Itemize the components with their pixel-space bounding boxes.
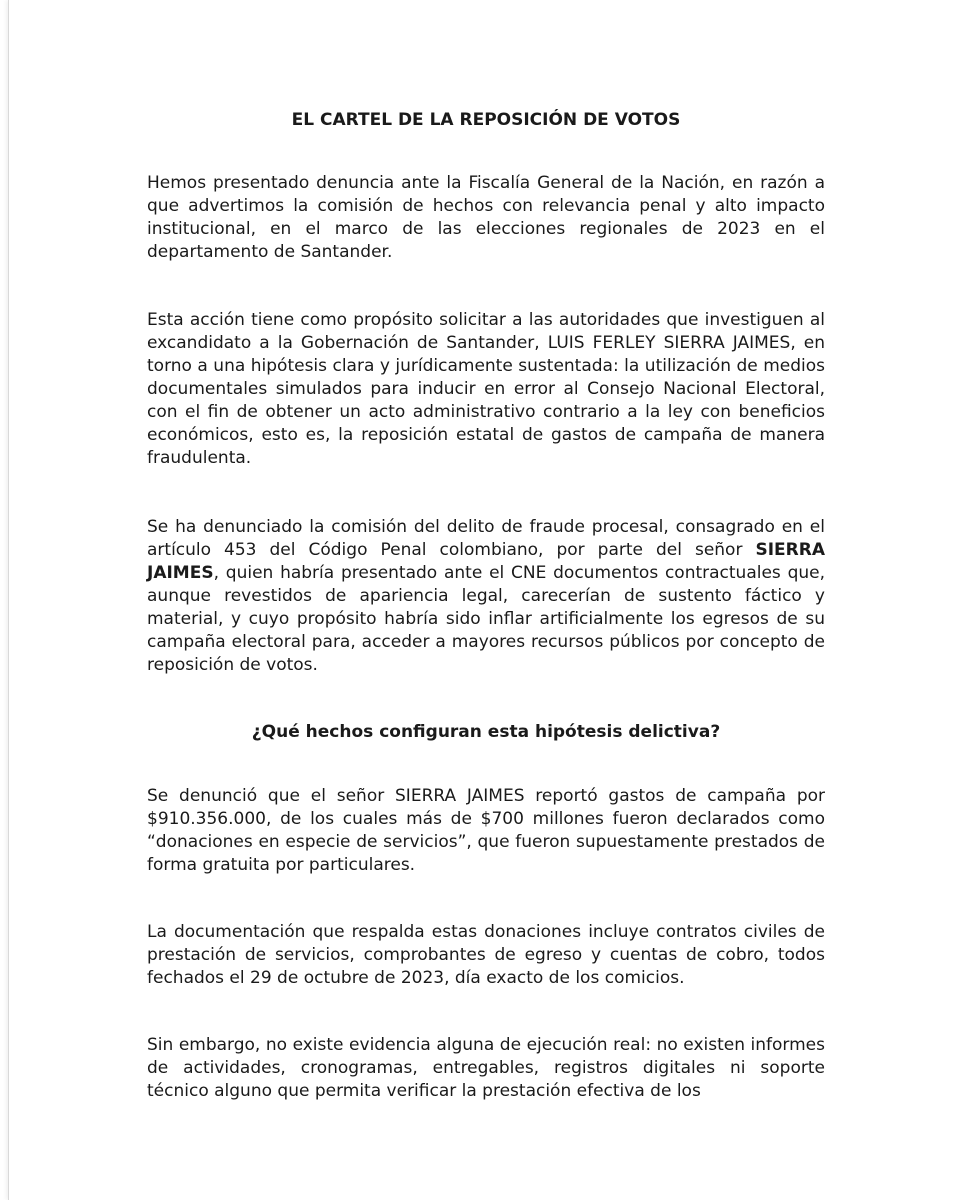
paragraph-3-bold-name: SIERRA JAIMES bbox=[147, 540, 825, 583]
paragraph-5: La documentación que respalda estas donaciones incluye contratos civiles de prestación de servicios, comprobantes de egreso y cuentas de cobro, todos fechados el 29 de octubre de 2023, día exacto de los comicios. bbox=[147, 922, 825, 988]
paragraph-3-intro: Se ha denunciado la comisión del delito de fraude procesal, consagrado en el artículo 453 del Código Penal colombiano, por parte del señor bbox=[147, 517, 825, 560]
document-body bbox=[147, 104, 825, 1103]
document-page bbox=[8, 0, 953, 1200]
paragraph-2: Esta acción tiene como propósito solicitar a las autoridades que investiguen al excandidato a la Gobernación de Santander, LUIS FERLEY SIERRA JAIMES, en torno a una hipótesis clara y jurídicamente sustentada: la utilización de medios documentales simulados para inducir en error al Consejo Nacional Electoral, con el fin de obtener un acto administrativo contrario a la ley con beneficios económicos, esto es, la reposición estatal de gastos de campaña de manera fraudulenta. bbox=[147, 310, 825, 468]
paragraph-3-rest: , quien habría presentado ante el CNE documentos contractuales que, aunque revestidos de apariencia legal, carecerían de sustento fáctico y material, y cuyo propósito habría sido inflar artificialmente los egresos de su campaña electoral para, acceder a mayores recursos públicos por concepto de reposición de votos. bbox=[147, 563, 825, 675]
paragraph-4: Se denunció que el señor SIERRA JAIMES reportó gastos de campaña por $910.356.000, de los cuales más de $700 millones fueron declarados como “donaciones en especie de servicios”, que fueron supuestamente prestados de forma gratuita por particulares. bbox=[147, 786, 825, 875]
paragraph-3 bbox=[147, 516, 825, 677]
paragraph-6: Sin embargo, no existe evidencia alguna de ejecución real: no existen informes de actividades, cronogramas, entregables, registros digitales ni soporte técnico alguno que permita verificar la prestación efectiva de los bbox=[147, 1035, 825, 1101]
document-title: EL CARTEL DE LA REPOSICIÓN DE VOTOS bbox=[291, 110, 681, 130]
paragraph-1: Hemos presentado denuncia ante la Fiscalía General de la Nación, en razón a que advertimos la comisión de hechos con relevancia penal y alto impacto institucional, en el marco de las elecciones regionales de 2023 en el departamento de Santander. bbox=[147, 173, 825, 262]
section-heading: ¿Qué hechos configuran esta hipótesis delictiva? bbox=[251, 722, 721, 742]
